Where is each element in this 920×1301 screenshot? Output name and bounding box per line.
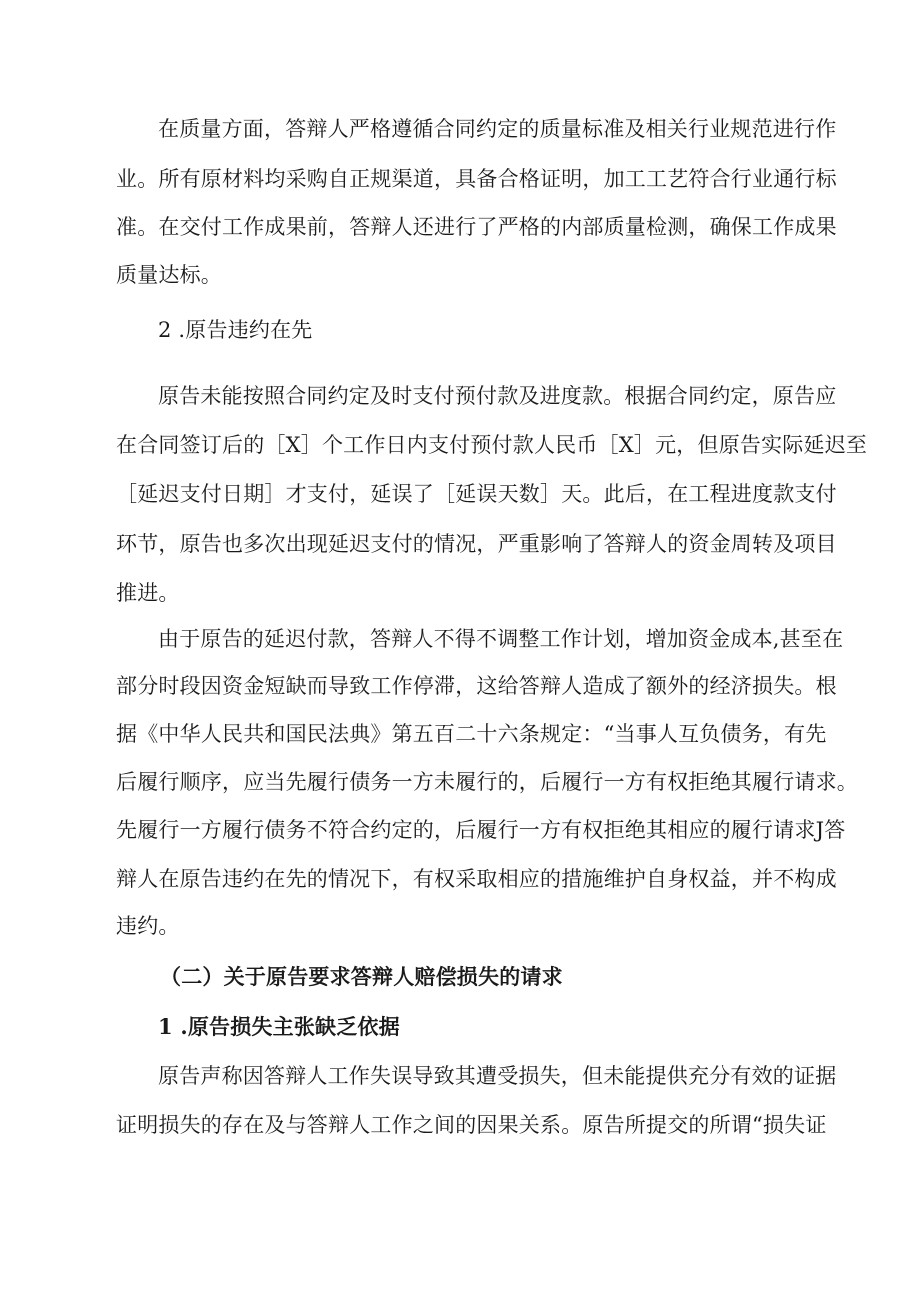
loss-paragraph-line-1: 原告声称因答辩人工作失误导致其遭受损失，但未能提供充分有效的证据 — [158, 1064, 837, 1088]
quality-paragraph-line-4: 质量达标。 — [116, 263, 222, 287]
loss-paragraph-line-2: 证明损失的存在及与答辩人工作之间的因果关系。原告所提交的所谓“损失证 — [116, 1113, 827, 1137]
delay-paragraph-line-7: 违约。 — [116, 914, 180, 938]
heading-plaintiff-breach: 2 .原告违约在先 — [158, 318, 313, 342]
quality-paragraph-line-3: 准。在交付工作成果前，答辩人还进行了严格的内部质量检测，确保工作成果 — [116, 215, 837, 239]
quality-paragraph-line-2: 业。所有原材料均采购自正规渠道，具备合格证明，加工工艺符合行业通行标 — [116, 167, 837, 191]
payment-paragraph-line-1: 原告未能按照合同约定及时支付预付款及进度款。根据合同约定，原告应 — [158, 384, 837, 408]
payment-paragraph-line-5: 推进。 — [116, 581, 180, 605]
heading-loss-claim: 1 .原告损失主张缺乏依据 — [158, 1014, 400, 1039]
payment-paragraph-line-4: 环节，原告也多次出现延迟支付的情况，严重影响了答辩人的资金周转及项目 — [116, 532, 837, 556]
delay-paragraph-line-3: 据《中华人民共和国民法典》第五百二十六条规定：“当事人互负债务，有先 — [116, 722, 827, 746]
payment-paragraph-line-2: 在合同签订后的［X］个工作日内支付预付款人民币［X］元，但原告实际延迟至 — [116, 433, 868, 457]
payment-paragraph-line-3: ［延迟支付日期］才支付，延误了［延误天数］天。此后，在工程进度款支付 — [116, 482, 837, 506]
delay-paragraph-line-6: 辩人在原告违约在先的情况下，有权采取相应的措施维护自身权益，并不构成 — [116, 867, 837, 891]
delay-paragraph-line-2: 部分时段因资金短缺而导致工作停滞，这给答辩人造成了额外的经济损失。根 — [116, 674, 837, 698]
delay-paragraph-line-4: 后履行顺序，应当先履行债务一方未履行的，后履行一方有权拒绝其履行请求。 — [116, 770, 858, 794]
delay-paragraph-line-1: 由于原告的延迟付款，答辩人不得不调整工作计划，增加资金成本,甚至在 — [158, 627, 844, 651]
delay-paragraph-line-5: 先履行一方履行债务不符合约定的，后履行一方有权拒绝其相应的履行请求J答 — [116, 818, 846, 842]
quality-paragraph-line-1: 在质量方面，答辩人严格遵循合同约定的质量标准及相关行业规范进行作 — [158, 117, 837, 141]
section-2-heading: （二）关于原告要求答辩人赔偿损失的请求 — [160, 964, 563, 989]
